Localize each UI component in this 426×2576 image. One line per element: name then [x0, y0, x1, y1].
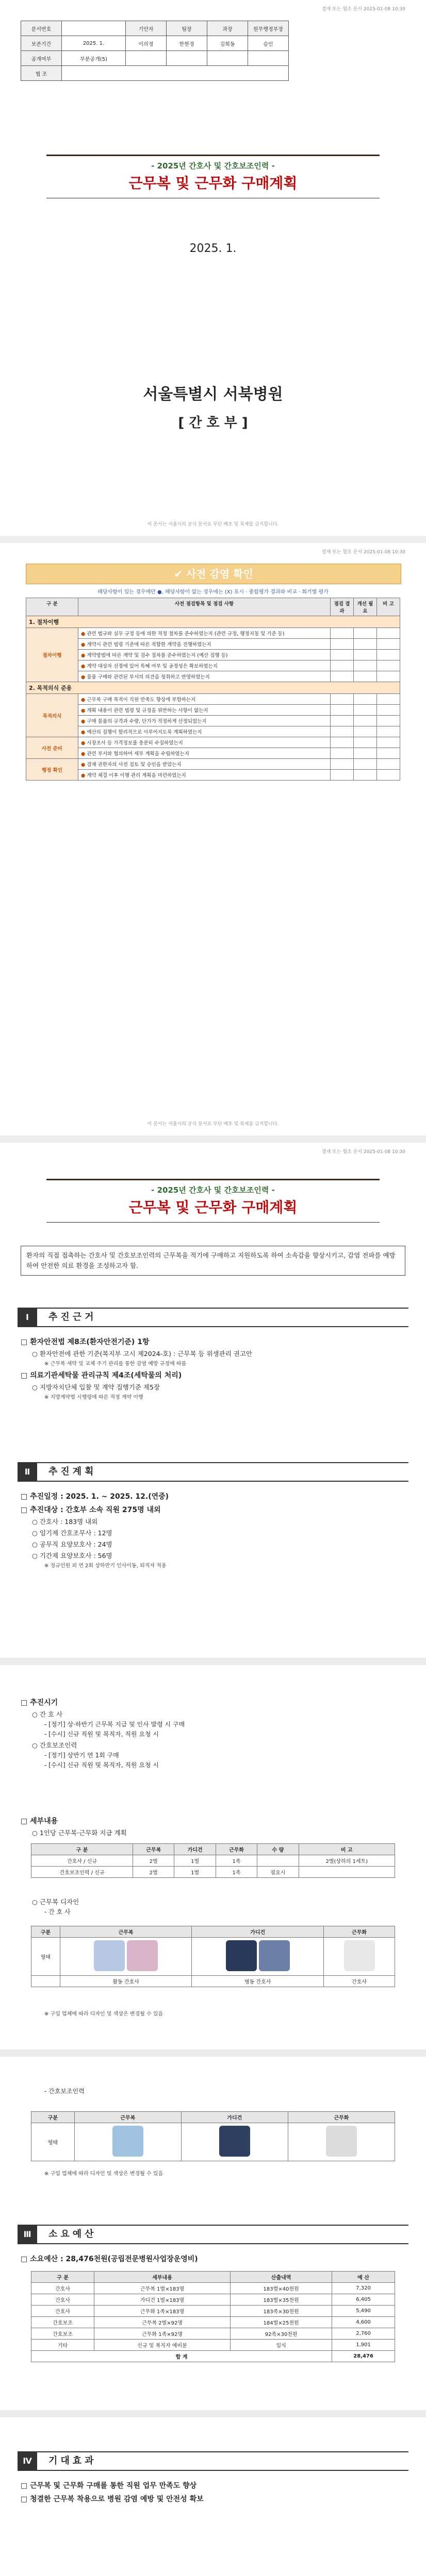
- design-table-aide: 구분 근무복 가디건 근무화 형태: [31, 2111, 395, 2161]
- cover-page: [0, 0, 426, 536]
- checklist-item: ● 계획 내용이 관련 법령 및 규정을 위반하는 사항이 없는지: [78, 705, 331, 716]
- checklist-item: ● 계약 대상자 선정에 있어 특혜 여부 및 공정성은 확보하였는지: [78, 660, 331, 671]
- checklist-item: ● 계약시 관련 법령 기준에 따른 적합한 계약을 진행하였는지: [78, 639, 331, 650]
- section-header-1: Ⅰ 추진근거: [18, 1308, 408, 1327]
- page-separator: [0, 2049, 426, 2057]
- aide-shoes-image: [288, 2123, 395, 2161]
- plan-intro: 환자의 직접 접촉하는 간호사 및 간호보조인력의 근무복을 적기에 구매하고 지원하도록 하여 소속감을 향상시키고, 감염 전파를 예방하여 안전한 의료 환경을 조성하고자 함.: [21, 1246, 405, 1276]
- plan-title: - 2025년 간호사 및 간호보조인력 - 근무복 및 근무화 구매계획: [46, 1179, 380, 1223]
- checklist-item: ● 예산의 집행이 합리적으로 이루어지도록 계획하였는지: [78, 726, 331, 737]
- checklist-item: ● 관련 법규와 실무 규정 등에 의한 적정 절차를 준수하였는지 (관련 규정, 행정지침 및 기준 등): [78, 628, 331, 639]
- print-footer: 이 문서는 서울시의 공식 문서로 무단 배포 및 복제를 금지합니다.: [147, 1122, 279, 1127]
- checklist-note: 해당사항이 있는 경우에만 ●, 해당사항이 없는 경우에는 (X) 표시 · 종합평가 결과와 비교 · 회기별 평가: [97, 589, 329, 595]
- table-row: 기타 신규 및 복직자 예비분 일식 1,901: [31, 2340, 395, 2351]
- cover-date: 2025. 1.: [189, 242, 237, 255]
- design-section: ○ 근무복 디자인 - 간 호 사: [32, 1898, 79, 1916]
- checklist-item: ● 근무복 구매 목적이 직원 만족도 향상에 부합하는지: [78, 694, 331, 705]
- table-row: 간호사 / 신규 2벌 1벌 1족 2벌(상하의 1세트): [31, 1855, 395, 1867]
- print-header: 결재 또는 협조 문서 2025-01-08 10:30: [321, 7, 405, 12]
- table-row: 간호보조인력 / 신규 2벌 1벌 1족 필요시: [31, 1867, 395, 1878]
- section-header-4: Ⅳ 기대효과: [18, 2451, 408, 2471]
- print-header: 결재 또는 협조 문서 2025-01-08 10:30: [321, 1149, 405, 1155]
- checklist-item: ● 결재 권한자의 사전 검토 및 승인을 받았는지: [78, 759, 331, 770]
- check-icon: ✔: [174, 568, 186, 580]
- checkbox[interactable]: [331, 628, 354, 639]
- page-separator: [0, 1136, 426, 1143]
- section-header-3: Ⅲ 소요예산: [18, 2225, 408, 2244]
- design-table-nurse: 구분 근무복 가디건 근무화 형태 활동 간호사 병동 간호사 간호사: [31, 1926, 395, 1987]
- details-table: 구 분 근무복 가디건 근무화 수 량 비 고 간호사 / 신규 2벌 1벌 1족 2벌(상하의 1세트) 간호보조인력 / 신규 2벌 1벌 1족 필요시: [31, 1843, 395, 1878]
- checklist-item: ● 관련 부서와 협의하여 세부 계획을 수립하였는지: [78, 748, 331, 759]
- page-separator: [0, 536, 426, 543]
- cover-title: [46, 155, 380, 198]
- table-row: 간호사 가디건 1벌×183명 183벌×35천원 6,405: [31, 2294, 395, 2306]
- approval-table: 문서번호 기안자 팀장 과장 원무행정부장 보존기간 2025. 1. 이의정 한현경 김희동 승인 공개여부 부분공개(5) 협 조: [21, 21, 289, 81]
- aide-cardigan-image: [181, 2123, 288, 2161]
- timing-section: □ 추진시기 ○ 간 호 사 - [정기] 상·하반기 근무복 지급 및 인사 발령 시 구매 - [수시] 신규 직원 및 복직자, 직원 요청 시 ○ 간호보조인력 - [정기] 상반기 연 1회 구매 - [수시] 신규 직원 및 복직자, 직원 요청 시: [21, 1699, 185, 1769]
- table-row: 간호사 근무복 1벌×183명 183벌×40천원 7,320: [31, 2283, 395, 2294]
- cover-dept: [ 간 호 부 ]: [178, 415, 248, 431]
- page-separator: [0, 1658, 426, 1665]
- checklist-item: ● 물품 구매와 관련된 부서의 의견을 청취하고 반영하였는지: [78, 671, 331, 682]
- shoes-image: [324, 1938, 395, 1976]
- section-header-2: Ⅱ 추진계획: [18, 1462, 408, 1482]
- cardigan-image: [192, 1938, 324, 1976]
- uniform-image: [60, 1938, 192, 1976]
- print-header: 결재 또는 협조 문서 2025-01-08 10:30: [321, 550, 405, 555]
- checklist-item: ● 시장조사 등 가격정보를 충분히 수집하였는지: [78, 737, 331, 748]
- print-footer: 이 문서는 서울시의 공식 문서로 무단 배포 및 복제를 금지합니다.: [147, 522, 279, 527]
- table-row: 간호보조 근무화 1족×92명 92족×30천원 2,760: [31, 2328, 395, 2340]
- budget-table: 구 분 세부내용 산출내역 예 산 간호사 근무복 1벌×183명 183벌×40천원 7,320 간호사 가디건 1벌×183명 183벌×35천원 6,405 간호사 근무화 1족×183명 183족×30천원 5,490 간호보조 근무복 2벌×92명 184벌×25천원 4,600 간호보조 근무화 1족×92명 92족×30천원 2,760 기타 신규 및 복직자 예비분 일식 1,901 합 계 28,476: [31, 2271, 395, 2362]
- page-separator: [0, 2410, 426, 2417]
- cover-subtitle: - 2025년 간호사 및 간호보조인력 -: [151, 161, 275, 171]
- cover-org: 서울특별시 서북병원: [143, 385, 283, 403]
- checklist-page: [0, 543, 426, 1136]
- checklist-item: ● 구매 물품의 규격과 수량, 단가가 적정하게 산정되었는지: [78, 716, 331, 726]
- checklist-item: ● 계약방법에 따른 계약 및 검수 절차를 준수하였는지 (예산 집행 등): [78, 650, 331, 660]
- section-1-body: □ 환자안전법 제8조(환자안전기준) 1항 ○ 환자안전에 관한 기준(복지부 고시 제2024-호) : 근무복 등 위생관리 권고안 ※ 근무복 세탁 및 교체 주기 관리를 통한 감염 예방 규정에 따름 □ 의료기관세탁물 관리규칙 제4조(세탁물의 처리) ○ 지방자치단체 입찰 및 계약 집행기준 제5장 ※ 지방계약법 시행령에 따른 적정 계약 이행: [21, 1338, 252, 1400]
- details-section: □ 세부내용 ○ 1인당 근무복·근무화 지급 계획: [21, 1817, 127, 1837]
- table-row: 간호보조 근무복 2벌×92명 184벌×25천원 4,600: [31, 2317, 395, 2328]
- checklist-table: 구 분 사전 점검항목 및 점검 사항 점검 결과 개선 필요 비 고 1. 절차이행 절차이행 ● 관련 법규와 실무 규정 등에 의한 적정 절차를 준수하였는지 (관련 규정, 행정지침 및 기준 등) ● 계약시 관련 법령 기준에 따른 적합한 계약을 진행하였는지 ● 계약방법에 따른 계약 및 검수 절차를 준수하였는지 (예산 집행 등) ● 계약 대상자 선정에 있어 특혜 여부 및 공정성은 확보하였는지 ● 물품 구매와 관련된 부서의 의견을 청취하고 반영하였는지 2. 목적의식 준용 목적의식 ● 근무복 구매 목적이 직원 만족도 향상에 부합하는지 ● 계획 내용이 관련 법령 및 규정을 위반하는 사항이 없는지 ● 구매 물품의 규격과 수량, 단가가 적정하게 산정되었는지 ● 예산의 집행이 합리적으로 이루어지도록 계획하였는지 사전 준비 ● 시장조사 등 가격정보를 충분히 수집하였는지 ● 관련 부서와 협의하여 세부 계획을 수립하였는지 행정 확인 ● 결재 권한자의 사전 검토 및 승인을 받았는지 ● 계약 체결 이후 이행 관리 계획을 마련하였는지: [26, 598, 400, 781]
- table-row: 간호사 근무화 1족×183명 183족×30천원 5,490: [31, 2306, 395, 2317]
- cover-main-title: 근무복 및 근무화 구매계획: [128, 175, 298, 192]
- plan-page: 결재 또는 협조 문서 2025-01-08 10:30 - 2025년 간호사 및 간호보조인력 - 근무복 및 근무화 구매계획 환자의 직접 접촉하는 간호사 및 간호보조인력의 근무복을 적기에 구매하고 지원하도록 하여 소속감을 향상시키고, 감염 전파를 예방하여 안전한 의료 환경을 조성하고자 함. Ⅰ 추진근거 □ 환자안전법 제8조(환자안전기준) 1항 ○ 환자안전에 관한 기준(복지부 고시 제2024-호) : 근무복 등 위생관리 권고안 ※ 근무복 세탁 및 교체 주기 관리를 통한 감염 예방 규정에 따름 □ 의료기관세탁물 관리규칙 제4조(세탁물의 처리) ○ 지방자치단체 입찰 및 계약 집행기준 제5장 ※ 지방계약법 시행령에 따른 적정 계약 이행 Ⅱ 추진계획 □ 추진일정 : 2025. 1. ~ 2025. 12.(연중) □ 추진대상 : 간호부 소속 직원 275명 내외 ○ 간호사 : 183명 내외 ○ 임기제 간호조무사 : 12명 ○ 공무직 요양보호사 : 24명 ○ 기간제 요양보호사 : 56명 ※ 정규인원 외 연 2회 상하반기 인사이동, 퇴직자 적용 □ 추진시기 ○ 간 호 사 - [정기] 상·하반기 근무복 지급 및 인사 발령 시 구매 - [수시] 신규 직원 및 복직자, 직원 요청 시 ○ 간호보조인력 - [정기] 상반기 연 1회 구매 - [수시] 신규 직원 및 복직자, 직원 요청 시 □ 세부내용 ○ 1인당 근무복·근무화 지급 계획 구 분 근무복 가디건 근무화 수 량 비 고 간호사 / 신규 2벌 1벌 1족 2벌(상하의 1세트) 간호보조인력 / 신규 2벌 1벌 1족 필요시 ○ 근무복 디자인 - 간 호 사 구분 근무복 가디건 근무화 형태 활동 간호사 병동 간호사 간호사 ※ 구입 업체에 따라 디자인 및 색상은 변경될 수 있음 - 간호보조인력 구분 근무복 가디건 근무화 형태 ※ 구입 업체에 따라 디자인 및 색상은 변경될 수 있음 Ⅲ 소요예산 □ 소요예산 : 28,476천원(공립전문병원사업장운영비) 구 분 세부내용 산출내역 예 산 간호사 근무복 1벌×183명 183벌×40천원 7,320 간호사 가디건 1벌×183명 183벌×35천원 6,405 간호사 근무화 1족×183명 183족×30천원 5,490 간호보조 근무복 2벌×92명 184벌×25천원 4,600 간호보조 근무화 1족×92명 92족×30천원 2,760 기타 신규 및 복직자 예비분 일식 1,901 합 계 28,476 Ⅳ 기대효과 □ 근무복 및 근무화 구매를 통한 직원 업무 만족도 향상 □ 청결한 근무복 착용으로 병원 감염 예방 및 안전성 확보: [0, 1143, 426, 2576]
- checklist-item: ● 계약 체결 이후 이행 관리 계획을 마련하였는지: [78, 770, 331, 781]
- checklist-banner: ✔ 사전 감염 확인: [26, 564, 401, 584]
- section-4-body: □ 근무복 및 근무화 구매를 통한 직원 업무 만족도 향상 □ 청결한 근무복 착용으로 병원 감염 예방 및 안전성 확보: [21, 2482, 204, 2503]
- aide-uniform-image: [74, 2123, 181, 2161]
- table-row-total: 합 계 28,476: [31, 2351, 395, 2362]
- section-2-body: □ 추진일정 : 2025. 1. ~ 2025. 12.(연중) □ 추진대상 : 간호부 소속 직원 275명 내외 ○ 간호사 : 183명 내외 ○ 임기제 간호조무사 : 12명 ○ 공무직 요양보호사 : 24명 ○ 기간제 요양보호사 : 56명 ※ 정규인원 외 연 2회 상하반기 인사이동, 퇴직자 적용: [21, 1493, 169, 1569]
